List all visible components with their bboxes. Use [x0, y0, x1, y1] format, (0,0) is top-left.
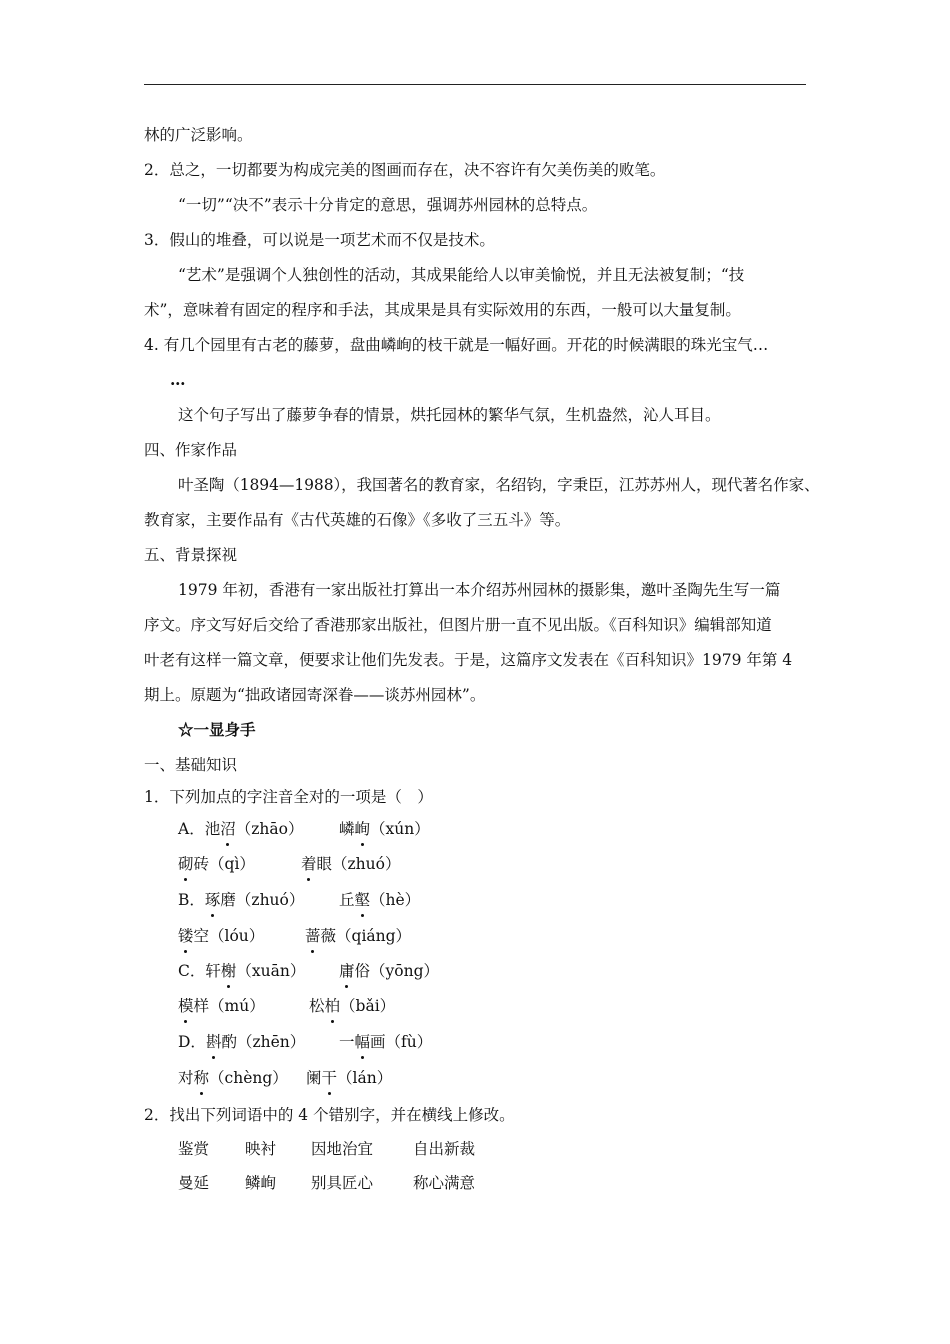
section-heading: 四、作家作品 [144, 441, 238, 459]
word-item: 因地治宜 [311, 1140, 374, 1158]
item-2-sentence: 2．总之，一切都要为构成完美的图画而存在，决不容许有欠美伤美的败笔。 [144, 161, 666, 179]
word-item: 别具匠心 [311, 1174, 374, 1192]
header-rule [144, 84, 806, 85]
option-item: 砌砖（qì） [178, 855, 255, 873]
option-item: 镂空（lóu） [178, 927, 265, 945]
item-4-sentence: 4. 有几个园里有古老的藤萝，盘曲嶙峋的枝干就是一幅好画。开花的时候满眼的珠光宝气… [144, 336, 769, 354]
option-item: 嶙峋（xún） [339, 820, 430, 838]
word-item: 自出新裁 [413, 1140, 476, 1158]
word-item: 鳞峋 [245, 1174, 277, 1192]
option-item: 蔷薇（qiáng） [305, 927, 412, 945]
option-item: C．轩榭（xuān） [178, 962, 306, 980]
option-item: 阑干（lán） [306, 1069, 393, 1087]
word-item: 鉴赏 [178, 1140, 210, 1158]
word-item: 曼延 [178, 1174, 210, 1192]
text-line: 1979 年初，香港有一家出版社打算出一本介绍苏州园林的摄影集，邀叶圣陶先生写一篇 [178, 581, 781, 599]
text-line: 术”，意味着有固定的程序和手法，其成果是具有实际效用的东西，一般可以大量复制。 [144, 301, 741, 319]
text-line: “艺术”是强调个人独创性的活动，其成果能给人以审美愉悦，并且无法被复制；“技 [178, 266, 745, 284]
text-line: 林的广泛影响。 [144, 126, 253, 144]
option-item: 松柏（bǎi） [309, 997, 396, 1015]
section-heading: 一、基础知识 [144, 756, 238, 774]
option-item: 着眼（zhuó） [301, 855, 401, 873]
text-line: 教育家，主要作品有《古代英雄的石像》《多收了三五斗》等。 [144, 511, 571, 529]
text-line: 叶老有这样一篇文章，便要求让他们先发表。于是，这篇序文发表在《百科知识》1979 年第 4 [144, 651, 793, 669]
option-item: A．池沼（zhāo） [178, 820, 304, 838]
question-2: 2．找出下列词语中的 4 个错别字，并在横线上修改。 [144, 1106, 515, 1124]
option-item: 庸俗（yōng） [339, 962, 440, 980]
option-item: 对称（chèng） [178, 1069, 288, 1087]
exercise-heading: ☆一显身手 [178, 720, 256, 739]
question-1: 1．下列加点的字注音全对的一项是（ ） [144, 788, 433, 806]
section-heading: 五、背景探视 [144, 546, 238, 564]
item-3-sentence: 3．假山的堆叠，可以说是一项艺术而不仅是技术。 [144, 231, 495, 249]
text-line: 叶圣陶（1894—1988），我国著名的教育家，名绍钧，字秉臣，江苏苏州人，现代著名作家、 [178, 476, 820, 494]
text-line: 期上。原题为“拙政诸园寄深眷——谈苏州园林”。 [144, 686, 486, 704]
option-item: 丘壑（hè） [339, 891, 421, 909]
option-item: 模样（mú） [178, 997, 265, 1015]
word-item: 映衬 [245, 1140, 277, 1158]
text-line: 序文。序文写好后交给了香港那家出版社，但图片册一直不见出版。《百科知识》编辑部知道 [144, 616, 772, 634]
option-item: D．斟酌（zhēn） [178, 1033, 306, 1051]
word-item: 称心满意 [413, 1174, 476, 1192]
option-item: B．琢磨（zhuó） [178, 891, 305, 909]
text-line: “一切”“决不”表示十分肯定的意思，强调苏州园林的总特点。 [178, 196, 598, 214]
option-item: 一幅画（fù） [339, 1033, 433, 1051]
ellipsis-continuation: … [170, 370, 186, 389]
text-line: 这个句子写出了藤萝争春的情景，烘托园林的繁华气氛，生机盎然，沁人耳目。 [178, 406, 721, 424]
